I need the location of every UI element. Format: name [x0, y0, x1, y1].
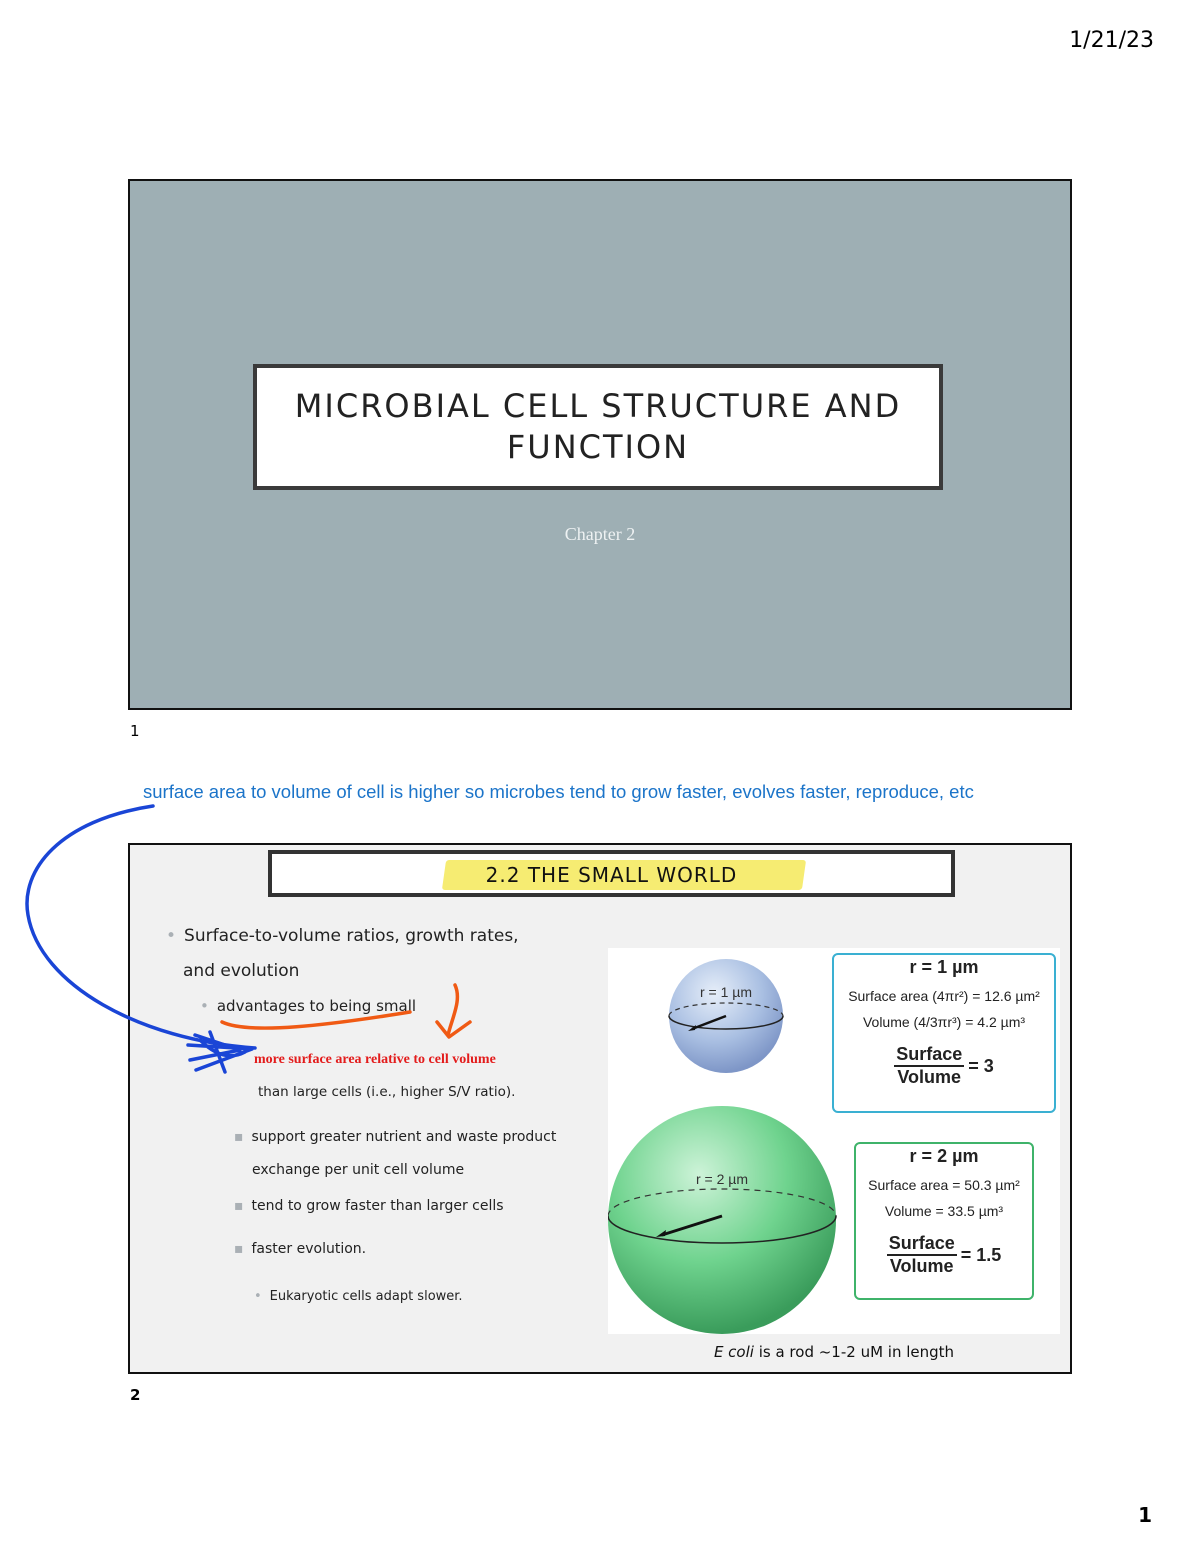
slide-2-number: 2 [130, 1386, 141, 1404]
bullet-text-continued: than large cells (i.e., higher S/V ratio). [258, 1084, 516, 1100]
ratio-value: = 1.5 [960, 1244, 1002, 1265]
slide-subtitle: Chapter 2 [564, 524, 636, 544]
ratio-numerator: Surface [894, 1044, 964, 1067]
bullet-dot-icon: • [200, 997, 209, 1015]
bullet-level-2 [200, 997, 416, 1015]
volume-formula: Volume = 33.5 µm³ [884, 1203, 1004, 1219]
bullet-level-1 [166, 919, 566, 989]
surface-area-formula: Surface area = 50.3 µm² [868, 1177, 1020, 1193]
title-box [253, 364, 943, 490]
bullet-text: advantages to being small [216, 997, 417, 1015]
bullet-level-3 [234, 1198, 504, 1214]
bullet-dot-icon: ▪ [234, 1129, 244, 1145]
bullet-text: Surface-to-volume ratios, growth rates, [184, 926, 519, 946]
caption-text: is a rod ~1-2 uM in length [753, 1343, 955, 1361]
bullet-dot-icon: • [254, 1289, 262, 1304]
bullet-text-continued: and evolution [183, 961, 300, 981]
bullet-dot-icon: ▪ [234, 1241, 244, 1257]
slide-2-header: 2.2 THE SMALL WORLD [485, 863, 738, 887]
surface-volume-figure [608, 948, 1060, 1334]
page-number: 1 [1138, 1503, 1152, 1527]
large-sphere-info-box [854, 1142, 1034, 1300]
slide-1-number: 1 [130, 722, 140, 740]
large-sphere-label: r = 2 µm [696, 1171, 749, 1187]
slide-title: MICROBIAL CELL STRUCTURE AND FUNCTION [294, 387, 902, 466]
emphasis-text: more surface area relative to cell volume [254, 1052, 496, 1067]
caption-italic: E coli [713, 1343, 754, 1361]
bullet-level-3-emphasis [254, 1043, 515, 1109]
bullet-text: tend to grow faster than larger cells [251, 1198, 504, 1214]
slide-1 [128, 179, 1072, 710]
bullet-level-3 [234, 1241, 366, 1257]
small-sphere-label: r = 1 µm [700, 984, 753, 1000]
page-date: 1/21/23 [1069, 28, 1154, 53]
surface-area-formula: Surface area (4πr²) = 12.6 µm² [848, 988, 1040, 1004]
ratio-numerator: Surface [887, 1233, 957, 1256]
large-sphere [608, 1106, 836, 1334]
bullet-dot-icon: ▪ [234, 1198, 244, 1214]
figure-caption [608, 1343, 1060, 1361]
bullet-level-4 [254, 1289, 463, 1304]
radius-value: r = 2 µm [909, 1146, 979, 1166]
ratio-denominator: Volume [897, 1067, 962, 1087]
ratio [834, 1044, 1054, 1088]
handwritten-annotation: surface area to volume of cell is higher so microbes tend to grow faster, evolves faster, reproduce, etc [143, 781, 974, 802]
ratio-denominator: Volume [889, 1256, 954, 1276]
header-box [268, 850, 955, 897]
bullet-dot-icon: • [166, 926, 177, 946]
bullet-text-continued: exchange per unit cell volume [252, 1162, 465, 1178]
bullet-level-3 [234, 1121, 556, 1187]
bullet-text: faster evolution. [251, 1241, 367, 1257]
ratio [856, 1233, 1032, 1277]
volume-formula: Volume (4/3πr³) = 4.2 µm³ [862, 1014, 1026, 1030]
slide-2 [128, 843, 1072, 1374]
radius-value: r = 1 µm [909, 957, 979, 977]
bullet-text: Eukaryotic cells adapt slower. [269, 1289, 463, 1304]
bullet-text: support greater nutrient and waste product [251, 1129, 557, 1145]
small-sphere-info-box [832, 953, 1056, 1113]
ratio-value: = 3 [968, 1055, 994, 1076]
